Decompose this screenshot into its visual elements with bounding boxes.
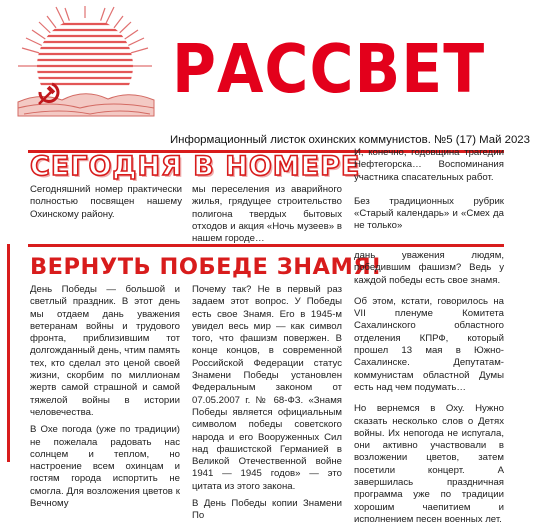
intro-col2-text: мы переселения из аварийного жилья, грядущее строительство полигона твердых бытовых отходов и акция «Ночь музеев» в нашем городе… <box>192 184 342 245</box>
intro-col3-text2: Без традиционных рубрик «Старый календарь» и «Смех да не только» <box>354 195 504 232</box>
issue-subtitle: Информационный листок охинских коммунистов. №5 (17) Май 2023 <box>170 134 530 146</box>
article-col2 <box>192 284 342 528</box>
left-accent-bar <box>7 244 10 462</box>
article-col3 <box>354 250 504 531</box>
article-col1-text2: В Охе погода (уже по традиции) не пожелала радовать нас солнцем и теплом, но настроение всем охинцам и гостям города испортить не смогла. Для возложения цветов к Вечному <box>30 424 180 510</box>
article-col2-text2: В День Победы копии Знамени По <box>192 498 342 522</box>
intro-col3 <box>354 147 504 238</box>
intro-col1 <box>30 184 182 226</box>
masthead-title: РАССВЕТ <box>172 30 486 109</box>
article-col3-text2: Об этом, кстати, говорилось на VII пленуме Комитета Сахалинского областного отделения КПРФ, который прошел 13 мая в Южно-Сахалинске. Депутатам-коммунистам областной Думы есть над чем подумать… <box>354 295 504 393</box>
article-col2-text1: Почему так? Не в первый раз задаем этот вопрос. У Победы есть свое Знамя. Его в 1945-м увидел весь мир — как символ того, что фашизм повержен. В конце концов, в современной Российской Федерации статус Знамени Победы установлен Федеральным законом от 07.05.2007 г. № 68-ФЗ. «Знамя Победы является официальным символом победы советского народа и его Вооруженных Сил над фашистской Германией в Великой Отечественной войне 1941 — 1945 годов» — это цитата из этого закона. <box>192 284 342 492</box>
article-col3-text3: Но вернемся в Оху. Нужно сказать несколько слов о Детях войны. Их непогода не испугала, они активно участвовали в возложении цветов, затем посетили концерт. А завершилась праздничная программа уже по традиции хорошим чаепитием и исполнением песен военных лет. <box>354 403 504 525</box>
intro-col1-text: Сегодняшний номер практически полностью посвящен нашему Охинскому району. <box>30 184 182 220</box>
article-col3-text1: дань уважения людям, победившим фашизм? Ведь у каждой победы есть свое знамя. <box>354 250 504 286</box>
intro-col2 <box>192 184 342 250</box>
article-col1-text1: День Победы — большой и светлый праздник. В этот день мы отдаем дань уважения ветеранам войны и трудового фронта, приблизившим тот долгожданный день, чтим память тех, кто сделал это ценой своей жизни, скорбим по миллионам жертв самой страшной и самой тяжелой войны в истории человечества. <box>30 284 180 418</box>
mid-rule <box>28 244 504 247</box>
intro-col3-text1: И, конечно, годовщина трагедии Нефтегорска… Воспоминания участника спасательных работ. <box>354 147 504 183</box>
section-header: СЕГОДНЯ В НОМЕРЕ <box>30 151 361 182</box>
sunrise-hammer-sickle-logo <box>10 4 160 124</box>
article-headline: ВЕРНУТЬ ПОБЕДЕ ЗНАМЯ! <box>30 254 382 280</box>
article-col1 <box>30 284 180 515</box>
